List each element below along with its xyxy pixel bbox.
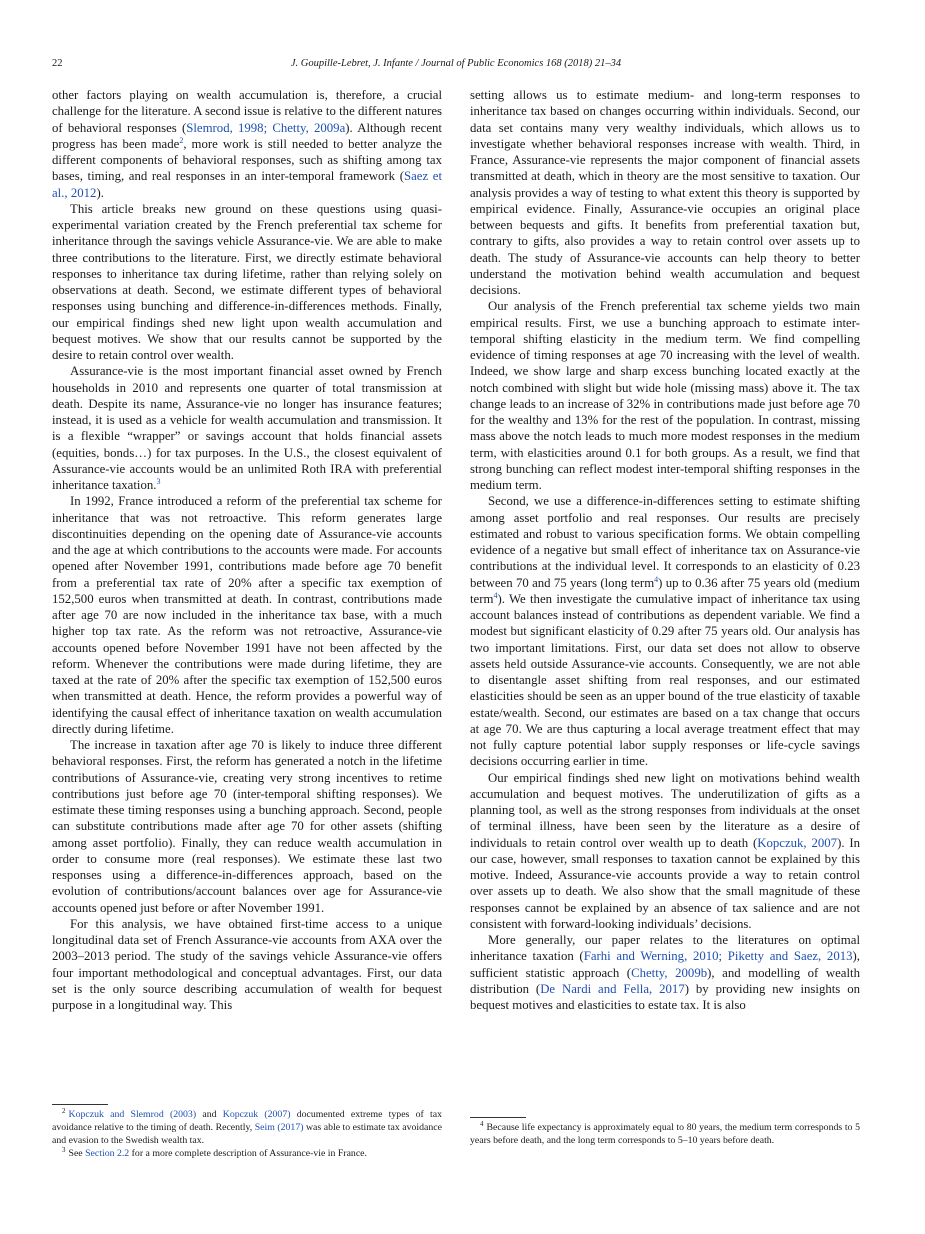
text: , more work is still needed to better analyze the different components of behavioral responses, such as shifting among tax bases, timing, and real responses in an inter-temporal framework ( (52, 136, 442, 184)
page-header (52, 57, 860, 71)
footnote-ref-3[interactable]: 3 (156, 477, 161, 486)
text: ). We then investigate the cumulative impact of inheritance tax using account balances instead of contributions as dependent variable. We find a modest but significant elasticity of 0.29 after 75 years old. Our analysis has two important limitations. First, our data set does not allow to observe assets held outside Assurance-vie accounts. Consequently, we are not able to disentangle asset shifting from real responses, and our estimated elasticities should be seen as an upper bound of the true elasticity of taxable estate/wealth. Second, our estimates are based on a tax change that occurs at age 70. We are thus capturing a local average treatment effect that may not fully capture potential labor supply responses or life-cycle savings decisions occurring earlier in time. (470, 591, 860, 769)
text: ). (96, 185, 104, 200)
text: ). Although recent progress has been made (52, 120, 442, 151)
footnotes-right (470, 1121, 860, 1147)
footnote-3 (52, 1147, 442, 1160)
text: Because life expectancy is approximately equal to 80 years, the medium term corresponds to 5 years before death, and the long term corresponds to 5–10 years before death. (470, 1122, 860, 1146)
citation-link[interactable]: Kopczuk, 2007 (757, 835, 838, 850)
paragraph: Our analysis of the French preferential tax scheme yields two main empirical results. First, we use a bunching approach to estimate inter-temporal shifting elasticity in the medium term. We find compelling evidence of timing responses at age 70 increasing with the level of wealth. Indeed, we show large and sharp excess bunching located exactly at the notch combined with slight but wide hole (missing mass) above it. The tax change leads to an increase of 32% in contributions made just before age 70 for the wealthy and 13% for the rest of the population. In contrast, missing mass above the notch leads to much more modest responses in the medium term, with elasticities around 0.1 for both groups. As a result, we find that strong bunching can reflect modest inter-temporal shifting responses in the medium term. (470, 299, 860, 492)
citation-link[interactable]: Farhi and Werning, 2010; Piketty and Saez, 2013 (583, 949, 853, 964)
citation-link[interactable]: De Nardi and Fella, 2017 (540, 981, 685, 996)
paragraph (52, 87, 442, 201)
footnote-rule (52, 1104, 108, 1105)
citation-link[interactable]: Chetty, 2009b (631, 965, 708, 980)
footnote-ref-4[interactable]: 4 (654, 574, 659, 584)
footnotes-left (52, 1108, 442, 1160)
paragraph: In 1992, France introduced a reform of the preferential tax scheme for inheritance that was not retroactive. This reform generates large discontinuities depending on the opening date of Assurance-vie accounts and the age at which contributions to the accounts were made. For accounts opened after November 1991, contributions made before age 70 benefit from a preferential tax rate of 20% after a specific tax exemption of 152,500 euros when transmitted at death. In contrast, contributions made after age 70 are now included in the inheritance tax base, with a much higher top tax rate. As the reform was not retroactive, Assurance-vie accounts opened before November 1991 have not been affected by the reform. Whenever the contributions were made during lifetime, they are taxed at the rate of 20% after the specific tax exemption of 152,500 euros when transmitted at death. Hence, the reform provides a powerful way of identifying the causal effect of inheritance taxation on wealth accumulation directly during lifetime. (52, 494, 442, 736)
text: See (68, 1148, 86, 1159)
footnote-rule (470, 1117, 526, 1118)
footnote-mark: 2 (62, 1107, 66, 1115)
footnote-mark: 4 (480, 1120, 484, 1128)
text: was able to estimate tax avoidance and evasion to the Swedish wealth tax. (52, 1122, 442, 1146)
citation-link[interactable]: Saez et al., 2012 (52, 169, 443, 200)
right-column (470, 87, 860, 1013)
text: ) by providing new insights on bequest motives and elasticities to estate tax. It is also (470, 981, 860, 1012)
text: Second, we use a difference-in-differences setting to estimate shifting among asset portfolio and real responses. Our results are precisely estimated and robust to various specification forms. We obtain compelling evidence of a negative but small effect of inheritance tax on Assurance-vie contributions at the individual level. It corresponds to an elasticity of 0.23 between 70 and 75 years (long term (470, 494, 860, 590)
text: Our empirical findings shed new light on motivations behind wealth accumulation and bequest motives. The underutilization of gifts as a planning tool, as well as the strong responses from individuals at the onset of terminal illness, have been seen by the literature as a desire of individuals to retain control over wealth up to death ( (470, 770, 860, 850)
left-column (52, 87, 442, 1013)
paragraph: The increase in taxation after age 70 is likely to induce three different behavioral responses. First, the reform has generated a notch in the lifetime contributions of Assurance-vie, creating very strong incentives to retime contributions just before age 70 (inter-temporal shifting responses). We estimate these timing responses using a bunching approach. Second, people can substitute contributions made after age 70 for other assets (shifting among asset portfolio). Finally, they can reduce wealth accumulation in order to consume more (real responses). We estimate these last two responses using a difference-in-differences approach, based on the evolution of contributions/account balances over age for Assurance-vie accounts opened just before or after November 1991. (52, 738, 442, 915)
running-head: J. Goupille-Lebret, J. Infante / Journal of Public Economics 168 (2018) 21–34 (290, 58, 622, 69)
citation-link[interactable]: Kopczuk and Slemrod (2003) (68, 1109, 197, 1120)
paragraph (470, 770, 860, 933)
paragraph: This article breaks new ground on these questions using quasi-experimental variation created by the French preferential tax scheme for inheritance through the savings vehicle Assurance-vie. We are able to make three contributions to the literature. First, we directly estimate behavioral responses to inheritance tax during lifetime, rather than relying solely on observations at death. Second, we estimate different types of behavioral responses using bunching and difference-in-differences methods. Finally, our empirical findings shed new light upon wealth accumulation and bequest motives. We show that our results cannot be supported by the desire to retain control over wealth. (52, 201, 442, 362)
text: and (196, 1109, 223, 1120)
footnote-ref-2[interactable]: 2 (179, 135, 184, 145)
footnote-2 (52, 1108, 442, 1147)
paragraph (52, 363, 442, 493)
text: ), and modelling of wealth distribution ( (470, 965, 860, 996)
citation-link[interactable]: Slemrod, 1998; Chetty, 2009a (186, 120, 346, 135)
citation-link[interactable]: Seim (2017) (254, 1122, 304, 1133)
text: More generally, our paper relates to the literatures on optimal inheritance taxation ( (470, 933, 860, 964)
page-number: 22 (52, 58, 63, 69)
text: documented extreme types of tax avoidance relative to the timing of death. Recently, (52, 1109, 443, 1133)
paragraph (470, 493, 860, 769)
paragraph (470, 932, 860, 1013)
paragraph: setting allows us to estimate medium- and long-term responses to inheritance tax based on changes occurring within individuals. Second, our data set contains many very wealthy individuals, which allows us to investigate whether behavioral responses increase with wealth. Third, in France, Assurance-vie represents the major component of financial assets transmitted at death, which in theory are the most sensitive to taxation. Our analysis provides a way of testing to what extent this theory is supported by empirical evidence. Finally, Assurance-vie occupies an original place between bequests and gifts. It benefits from preferential taxation but, contrary to gifts, also provides a way to retain control over assets up to death. The study of Assurance-vie accounts can help theory to better understand the motivation behind wealth accumulation and bequest decisions. (470, 88, 860, 297)
footnote-mark: 3 (62, 1146, 66, 1154)
footnote-4 (470, 1121, 860, 1147)
text: ) up to 0.36 after 75 years old (medium term (470, 575, 860, 606)
section-link[interactable]: Section 2.2 (85, 1148, 130, 1159)
footnote-ref-4[interactable]: 4 (493, 590, 498, 600)
text: ). In our case, however, small responses to taxation cannot be explained by this motive. Indeed, Assurance-vie accounts provide a way to retain control over assets up to death. We also show that the small magnitude of these responses cannot be explained by an absence of tax salience and are not consistent with forward-looking individuals’ decisions. (470, 835, 861, 931)
text: for a more complete description of Assurance-vie in France. (129, 1148, 367, 1159)
paragraph: For this analysis, we have obtained first-time access to a unique longitudinal data set of French Assurance-vie accounts from AXA over the 2003–2013 period. The study of the savings vehicle Assurance-vie offers four important methodological and conceptual advantages. First, our data set is the only source describing accumulation of wealth for bequest purpose in a longitudinal way. This (52, 916, 442, 1012)
text: Assurance-vie is the most important financial asset owned by French households in 2010 and represents one quarter of total transmission at death. Despite its name, Assurance-vie no longer has insurance features; instead, it is used as a vehicle for wealth accumulation and transmission. It is a flexible “wrapper” or savings account that holds financial assets (equities, bonds…) for tax purposes. In the U.S., the closest equivalent of Assurance-vie accounts would be an unlimited Roth IRA with preferential inheritance taxation. (52, 364, 442, 492)
citation-link[interactable]: Kopczuk (2007) (222, 1109, 291, 1120)
text: other factors playing on wealth accumulation is, therefore, a crucial challenge for the literature. A second issue is relative to the different natures of behavioral responses ( (52, 88, 442, 135)
text: ), sufficient statistic approach ( (470, 949, 860, 980)
